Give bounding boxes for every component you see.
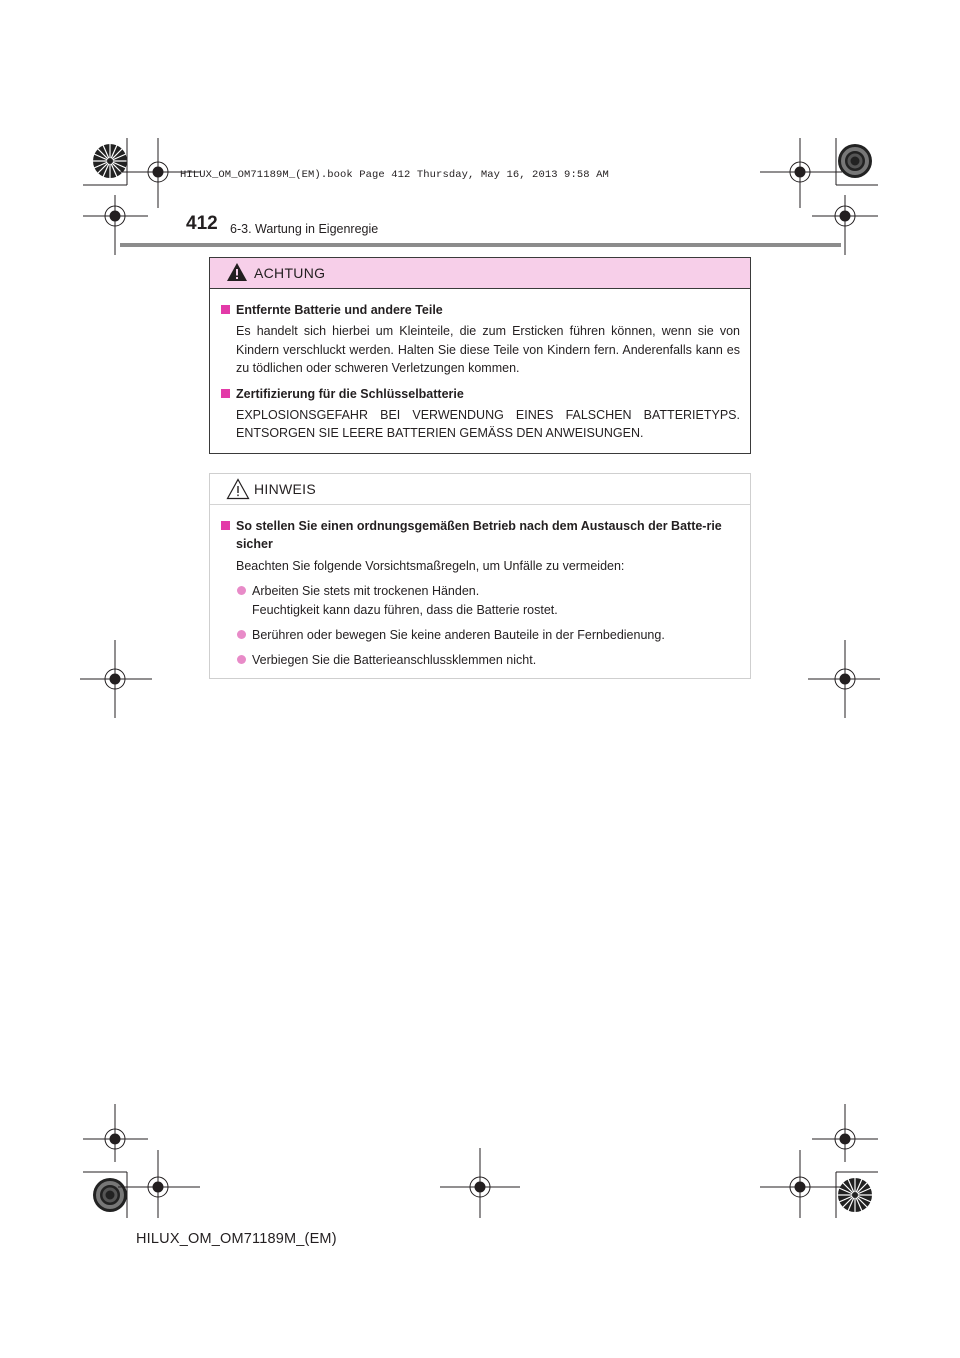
list-item: Arbeiten Sie stets mit trockenen Händen. Feuchtigkeit kann dazu führen, dass die Batterie rostet. (220, 582, 740, 619)
warning-heading: Zertifizierung für die Schlüsselbatterie (220, 385, 740, 403)
notice-box-label: HINWEIS (254, 481, 316, 497)
warning-box-label: ACHTUNG (254, 265, 326, 281)
warning-text: EXPLOSIONSGEFAHR BEI VERWENDUNG EINES FALSCHEN BATTERIETYPS. ENTSORGEN SIE LEERE BATTERIEN GEMÄSS DEN ANWEISUNGEN. (236, 408, 740, 441)
warning-text: Es handelt sich hierbei um Kleinteile, die zum Ersticken führen können, wenn sie von Kindern verschluckt werden. Halten Sie diese Teile von Kindern fern. Anderenfalls kann es zu tödlichen oder schweren Verletzungen kommen. (236, 324, 740, 376)
notice-box (209, 473, 751, 679)
warning-triangle-icon (226, 262, 248, 287)
warning-box-header (210, 258, 750, 289)
notice-intro: Beachten Sie folgende Vorsichtsmaßregeln, um Unfälle zu vermeiden: (236, 558, 625, 573)
round-bullet-icon (237, 630, 246, 639)
list-item: Verbiegen Sie die Batterieanschlussklemmen nicht. (220, 651, 740, 669)
print-info: HILUX_OM_OM71189M_(EM).book Page 412 Thursday, May 16, 2013 9:58 AM (180, 169, 609, 181)
notice-heading: So stellen Sie einen ordnungsgemäßen Betrieb nach dem Austausch der Batte-rie sicher (220, 517, 740, 554)
warning-heading: Entfernte Batterie und andere Teile (220, 301, 740, 319)
square-bullet-icon (221, 305, 230, 314)
list-item: Berühren oder bewegen Sie keine anderen Bauteile in der Fernbedienung. (220, 626, 740, 644)
section-title: 6-3. Wartung in Eigenregie (230, 222, 379, 236)
round-bullet-icon (237, 655, 246, 664)
header-rule (120, 243, 841, 247)
warning-box (209, 257, 751, 454)
square-bullet-icon (221, 389, 230, 398)
notice-triangle-icon (226, 478, 250, 505)
notice-box-header (210, 474, 750, 505)
round-bullet-icon (237, 586, 246, 595)
footer-model-code: HILUX_OM_OM71189M_(EM) (136, 1231, 337, 1247)
page-number: 412 (186, 213, 218, 234)
square-bullet-icon (221, 521, 230, 530)
